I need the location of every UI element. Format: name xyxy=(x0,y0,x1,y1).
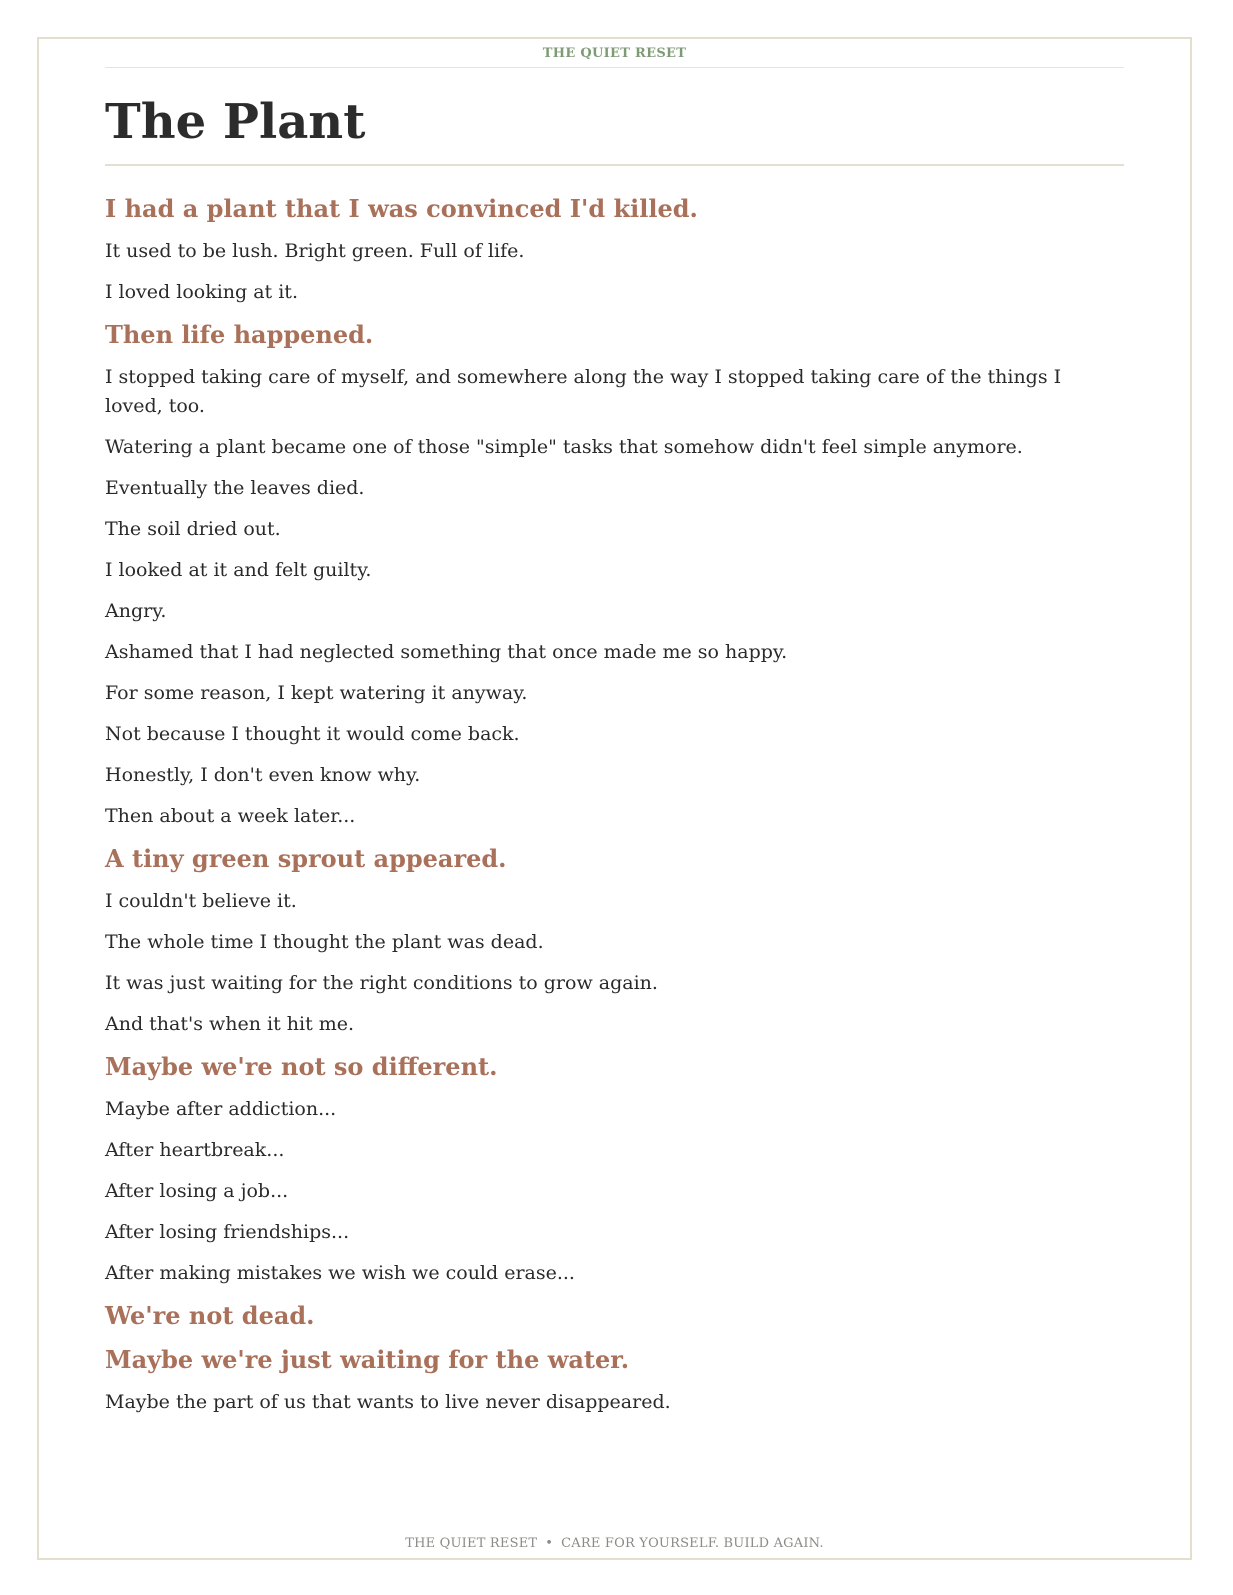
section-heading: I had a plant that I was convinced I'd killed. xyxy=(105,194,698,223)
paragraph: Maybe the part of us that wants to live never disappeared. xyxy=(105,1391,671,1413)
section-heading: Then life happened. xyxy=(105,320,374,349)
footer-tagline: CARE FOR YOURSELF. BUILD AGAIN. xyxy=(561,1536,824,1551)
paragraph: After losing friendships... xyxy=(105,1221,350,1243)
header-divider xyxy=(105,67,1124,68)
paragraph: The whole time I thought the plant was dead. xyxy=(105,931,544,953)
document-page xyxy=(37,37,1192,1560)
page-footer xyxy=(39,1534,1190,1554)
paragraph: I stopped taking care of myself, and somewhere along the way I stopped taking care of the things I loved, too. xyxy=(105,366,1062,417)
paragraph: I loved looking at it. xyxy=(105,281,298,303)
paragraph: After making mistakes we wish we could erase... xyxy=(105,1262,575,1284)
paragraph: Angry. xyxy=(105,600,167,622)
paragraph: Not because I thought it would come back. xyxy=(105,723,520,745)
footer-brand: THE QUIET RESET xyxy=(405,1536,538,1551)
paragraph: I couldn't believe it. xyxy=(105,890,297,912)
section-heading: Maybe we're just waiting for the water. xyxy=(105,1345,630,1374)
section-heading: Maybe we're not so different. xyxy=(105,1052,498,1081)
paragraph: Honestly, I don't even know why. xyxy=(105,764,421,786)
article-body xyxy=(105,193,1124,1417)
section-heading: We're not dead. xyxy=(105,1301,315,1330)
paragraph: It used to be lush. Bright green. Full of life. xyxy=(105,240,525,262)
paragraph: And that's when it hit me. xyxy=(105,1013,355,1035)
paragraph: For some reason, I kept watering it anyway. xyxy=(105,682,528,704)
paragraph: It was just waiting for the right conditions to grow again. xyxy=(105,972,658,994)
page-title: The Plant xyxy=(105,94,366,150)
paragraph: After heartbreak... xyxy=(105,1139,285,1161)
header-brand: THE QUIET RESET xyxy=(542,46,687,61)
paragraph: Watering a plant became one of those "simple" tasks that somehow didn't feel simple anymore. xyxy=(105,436,1023,458)
paragraph: Then about a week later... xyxy=(105,805,356,827)
page-inner xyxy=(105,39,1124,1429)
paragraph: Eventually the leaves died. xyxy=(105,477,365,499)
footer-separator: • xyxy=(545,1536,554,1551)
paragraph: After losing a job... xyxy=(105,1180,289,1202)
section-heading: A tiny green sprout appeared. xyxy=(105,844,507,873)
paragraph: Ashamed that I had neglected something that once made me so happy. xyxy=(105,641,788,663)
paragraph: I looked at it and felt guilty. xyxy=(105,559,372,581)
title-divider xyxy=(105,164,1124,166)
paragraph: Maybe after addiction... xyxy=(105,1098,337,1120)
paragraph: The soil dried out. xyxy=(105,518,281,540)
